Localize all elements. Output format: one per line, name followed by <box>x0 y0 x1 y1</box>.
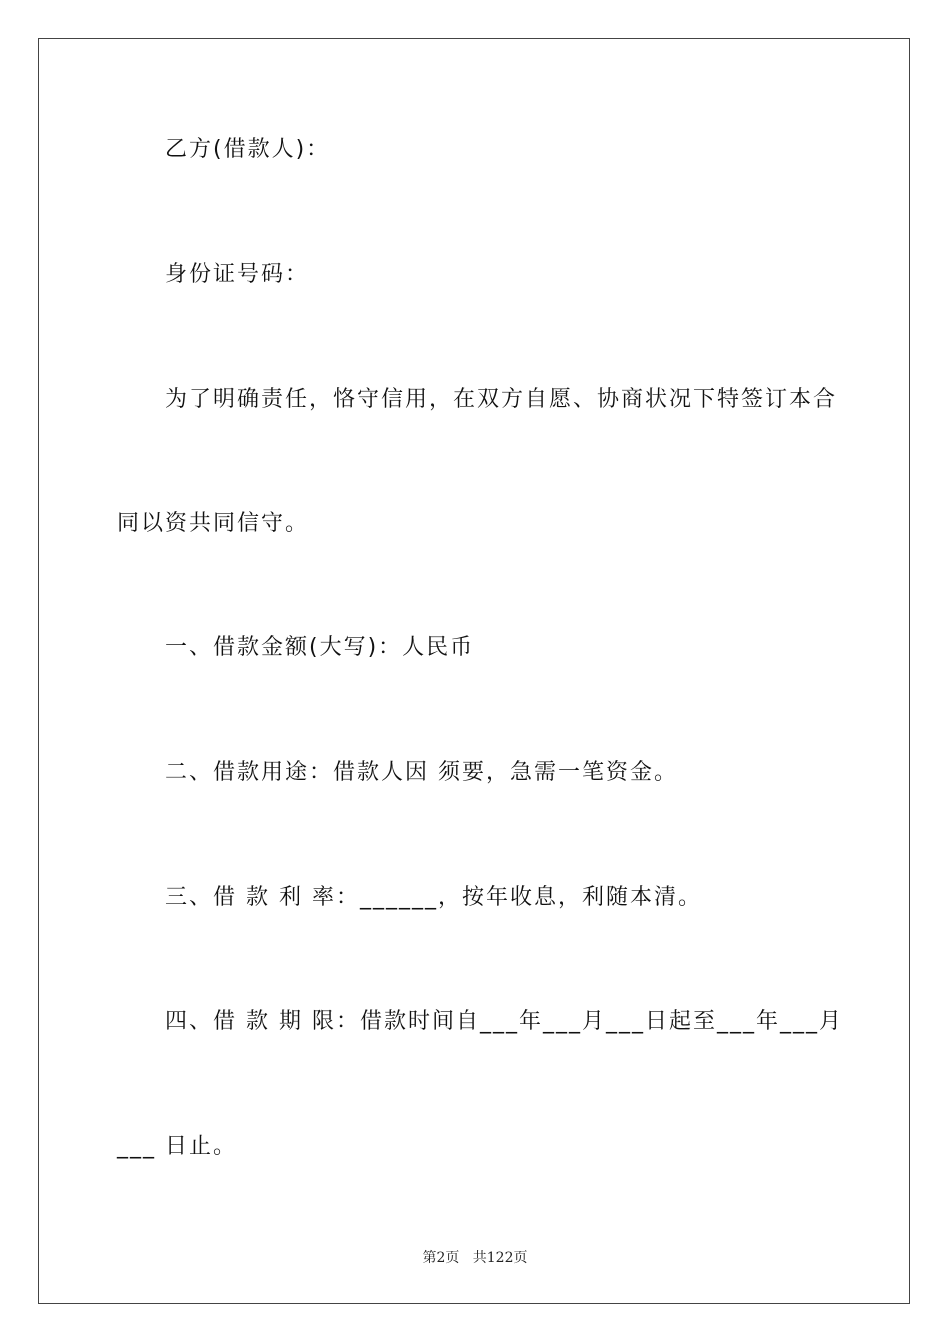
id-number-line: 身份证号码： <box>165 262 310 287</box>
party-b-borrower-line: 乙方(借款人)： <box>165 137 331 162</box>
page-border <box>38 38 910 1304</box>
clause-loan-term-line-2: ___ 日止。 <box>117 1134 237 1159</box>
clause-loan-purpose: 二、借款用途：借款人因 须要，急需一笔资金。 <box>165 760 678 785</box>
preamble-line-1: 为了明确责任，恪守信用，在双方自愿、协商状况下特签订本合 <box>165 387 838 412</box>
clause-loan-term-line-1: 四、借 款 期 限：借款时间自___年___月___日起至___年___月 <box>165 1009 843 1034</box>
preamble-line-2: 同以资共同信守。 <box>117 511 310 536</box>
clause-loan-amount: 一、借款金额(大写)：人民币 <box>165 635 475 660</box>
page-footer: 第2页 共122页 <box>422 1250 528 1266</box>
clause-interest-rate: 三、借 款 利 率：______，按年收息，利随本清。 <box>165 885 702 910</box>
